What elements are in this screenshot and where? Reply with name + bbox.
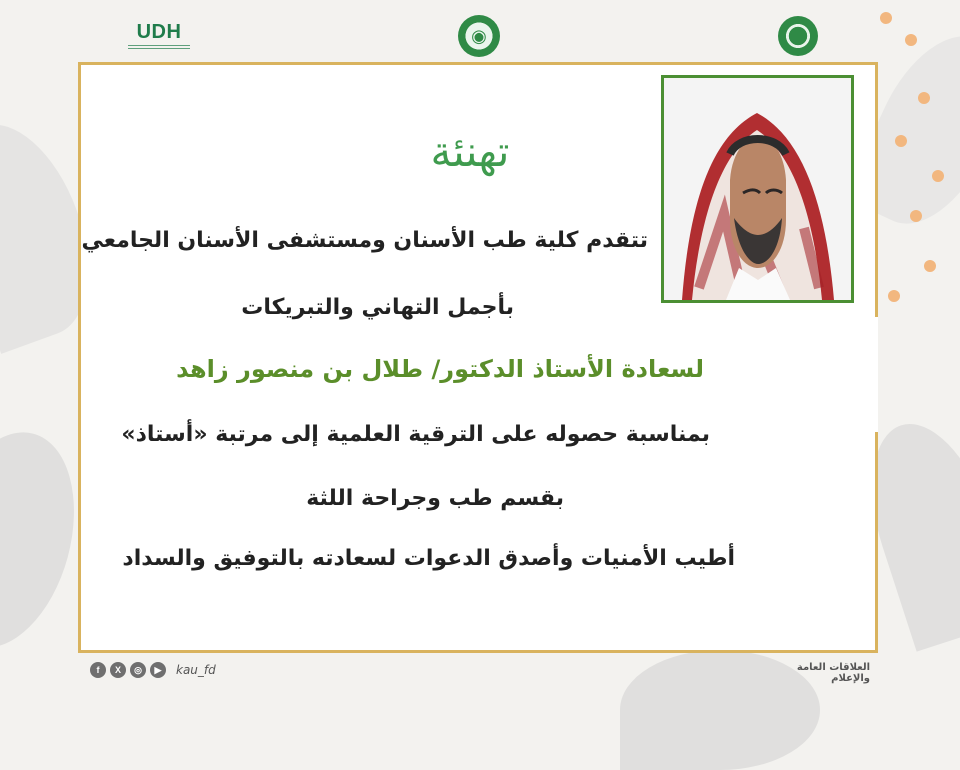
congrats-line-5: بقسم طب وجراحة اللثة: [306, 486, 564, 511]
honoree-name: لسعادة الأستاذ الدكتور/ طلال بن منصور زاهد: [176, 355, 704, 383]
congrats-line-1: تتقدم كلية طب الأسنان ومستشفى الأسنان الجامعي: [81, 228, 648, 253]
congrats-line-4: بمناسبة حصوله على الترقية العلمية إلى مرتبة «أستاذ»: [121, 422, 710, 447]
gold-frame-bottom: [78, 650, 878, 653]
udh-logo-subtitle-mark: [128, 45, 190, 51]
background-dot: [918, 92, 930, 104]
background-dot: [895, 135, 907, 147]
udh-logo-text: UDH: [136, 21, 182, 43]
social-handle[interactable]: kau_fd: [176, 663, 216, 677]
background-dot: [888, 290, 900, 302]
background-dot: [924, 260, 936, 272]
background-dot: [905, 34, 917, 46]
page-title: تهنئة: [430, 127, 510, 176]
university-emblem-icon: [778, 16, 818, 56]
youtube-icon[interactable]: ▶: [150, 662, 166, 678]
college-emblem-icon: ◉: [458, 15, 500, 57]
x-icon[interactable]: X: [110, 662, 126, 678]
honoree-portrait: [664, 78, 851, 300]
congrats-line-6: أطيب الأمنيات وأصدق الدعوات لسعادته بالتوفيق والسداد: [122, 546, 735, 571]
social-links: [90, 662, 216, 678]
background-dot: [932, 170, 944, 182]
facebook-icon[interactable]: f: [90, 662, 106, 678]
honoree-photo-frame: [661, 75, 854, 303]
department-label: العلاقات العامة والإعلام: [796, 662, 870, 684]
congrats-line-2: بأجمل التهاني والتبريكات: [241, 295, 514, 320]
background-dot: [880, 12, 892, 24]
instagram-icon[interactable]: ◎: [130, 662, 146, 678]
udh-logo: [128, 22, 190, 60]
background-dot: [910, 210, 922, 222]
